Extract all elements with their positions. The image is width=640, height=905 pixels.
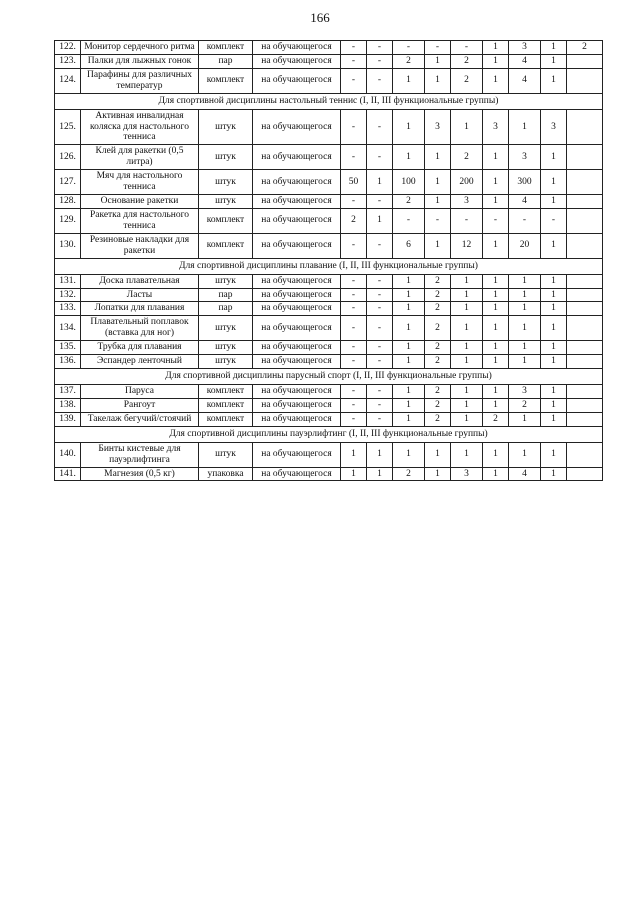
qty-cell: 1 — [541, 41, 567, 55]
qty-cell: - — [341, 341, 367, 355]
qty-cell: 3 — [509, 384, 541, 398]
table-row — [55, 288, 603, 302]
qty-cell: - — [367, 341, 393, 355]
qty-cell: 1 — [393, 274, 425, 288]
section-header — [55, 258, 603, 274]
table-row — [55, 274, 603, 288]
qty-cell: 1 — [425, 233, 451, 258]
qty-cell: 1 — [393, 341, 425, 355]
table-row — [55, 145, 603, 170]
qty-cell: 300 — [509, 170, 541, 195]
qty-cell: 1 — [483, 195, 509, 209]
unit-of-measure: пар — [199, 302, 253, 316]
qty-cell — [567, 233, 603, 258]
item-name: Ласты — [81, 288, 199, 302]
qty-cell: 1 — [425, 170, 451, 195]
qty-cell: - — [341, 274, 367, 288]
section-header — [55, 369, 603, 385]
qty-cell — [567, 109, 603, 145]
qty-cell: - — [541, 208, 567, 233]
table-row — [55, 341, 603, 355]
qty-cell: 1 — [541, 412, 567, 426]
qty-cell: 2 — [393, 54, 425, 68]
qty-cell: 1 — [451, 316, 483, 341]
allocation: на обучающегося — [253, 195, 341, 209]
qty-cell: 3 — [483, 109, 509, 145]
qty-cell: 1 — [509, 274, 541, 288]
qty-cell: 2 — [425, 355, 451, 369]
qty-cell: - — [341, 412, 367, 426]
qty-cell: 1 — [541, 384, 567, 398]
table-row — [55, 54, 603, 68]
qty-cell: - — [367, 384, 393, 398]
item-name: Плавательный поплавок (вставка для ног) — [81, 316, 199, 341]
allocation: на обучающегося — [253, 467, 341, 481]
qty-cell — [567, 316, 603, 341]
unit-of-measure: штук — [199, 109, 253, 145]
qty-cell: 1 — [541, 302, 567, 316]
qty-cell: 2 — [425, 384, 451, 398]
row-number: 129. — [55, 208, 81, 233]
qty-cell: 1 — [483, 302, 509, 316]
allocation: на обучающегося — [253, 341, 341, 355]
qty-cell: - — [367, 412, 393, 426]
qty-cell: 2 — [425, 398, 451, 412]
qty-cell: 1 — [509, 109, 541, 145]
row-number: 127. — [55, 170, 81, 195]
row-number: 122. — [55, 41, 81, 55]
unit-of-measure: штук — [199, 170, 253, 195]
qty-cell: 1 — [451, 109, 483, 145]
qty-cell: - — [367, 233, 393, 258]
row-number: 132. — [55, 288, 81, 302]
row-number: 135. — [55, 341, 81, 355]
allocation: на обучающегося — [253, 302, 341, 316]
qty-cell: 3 — [509, 41, 541, 55]
allocation: на обучающегося — [253, 384, 341, 398]
row-number: 141. — [55, 467, 81, 481]
table-row — [55, 208, 603, 233]
allocation: на обучающегося — [253, 316, 341, 341]
qty-cell: 1 — [483, 288, 509, 302]
qty-cell: - — [367, 68, 393, 93]
qty-cell: 1 — [451, 442, 483, 467]
allocation: на обучающегося — [253, 41, 341, 55]
unit-of-measure: штук — [199, 442, 253, 467]
qty-cell: 1 — [367, 467, 393, 481]
row-number: 139. — [55, 412, 81, 426]
qty-cell: 1 — [541, 195, 567, 209]
item-name: Эспандер ленточный — [81, 355, 199, 369]
qty-cell: 1 — [393, 355, 425, 369]
allocation: на обучающегося — [253, 355, 341, 369]
row-number: 138. — [55, 398, 81, 412]
table-row — [55, 68, 603, 93]
qty-cell — [567, 208, 603, 233]
qty-cell: - — [341, 233, 367, 258]
qty-cell: 4 — [509, 467, 541, 481]
qty-cell: 1 — [451, 398, 483, 412]
table-row — [55, 233, 603, 258]
qty-cell — [567, 145, 603, 170]
qty-cell: - — [451, 41, 483, 55]
qty-cell: 1 — [483, 341, 509, 355]
allocation: на обучающегося — [253, 398, 341, 412]
qty-cell: 2 — [451, 145, 483, 170]
qty-cell: 1 — [425, 442, 451, 467]
qty-cell: - — [367, 274, 393, 288]
qty-cell: 1 — [425, 54, 451, 68]
qty-cell: 2 — [341, 208, 367, 233]
qty-cell: - — [393, 41, 425, 55]
qty-cell: 1 — [393, 145, 425, 170]
qty-cell: 1 — [509, 442, 541, 467]
qty-cell: 2 — [393, 195, 425, 209]
qty-cell — [567, 170, 603, 195]
qty-cell — [567, 302, 603, 316]
qty-cell: 2 — [425, 288, 451, 302]
qty-cell — [567, 398, 603, 412]
qty-cell — [567, 195, 603, 209]
qty-cell: 1 — [509, 302, 541, 316]
table-row — [55, 195, 603, 209]
qty-cell: 200 — [451, 170, 483, 195]
qty-cell: - — [367, 145, 393, 170]
qty-cell: - — [341, 288, 367, 302]
qty-cell: 1 — [483, 145, 509, 170]
qty-cell: 1 — [509, 355, 541, 369]
qty-cell: - — [341, 195, 367, 209]
allocation: на обучающегося — [253, 208, 341, 233]
qty-cell: - — [341, 384, 367, 398]
item-name: Ракетка для настольного тенниса — [81, 208, 199, 233]
item-name: Клей для ракетки (0,5 литра) — [81, 145, 199, 170]
qty-cell: - — [341, 41, 367, 55]
qty-cell: 1 — [393, 384, 425, 398]
qty-cell: 4 — [509, 195, 541, 209]
qty-cell: 3 — [451, 195, 483, 209]
qty-cell: - — [367, 302, 393, 316]
qty-cell: 1 — [541, 442, 567, 467]
allocation: на обучающегося — [253, 68, 341, 93]
qty-cell: 1 — [541, 341, 567, 355]
row-number: 136. — [55, 355, 81, 369]
qty-cell: 1 — [509, 288, 541, 302]
unit-of-measure: комплект — [199, 412, 253, 426]
qty-cell: 4 — [509, 68, 541, 93]
qty-cell: 2 — [425, 302, 451, 316]
item-name: Резиновые накладки для ракетки — [81, 233, 199, 258]
qty-cell: 1 — [541, 54, 567, 68]
qty-cell: - — [425, 41, 451, 55]
unit-of-measure: комплект — [199, 41, 253, 55]
section-header — [55, 93, 603, 109]
qty-cell: - — [341, 355, 367, 369]
qty-cell — [567, 68, 603, 93]
allocation: на обучающегося — [253, 54, 341, 68]
qty-cell: 1 — [541, 398, 567, 412]
qty-cell: - — [367, 398, 393, 412]
qty-cell: 1 — [341, 442, 367, 467]
table-row — [55, 467, 603, 481]
qty-cell: - — [341, 145, 367, 170]
qty-cell: 1 — [483, 316, 509, 341]
qty-cell: 4 — [509, 54, 541, 68]
qty-cell: 2 — [393, 467, 425, 481]
qty-cell: 1 — [541, 274, 567, 288]
row-number: 123. — [55, 54, 81, 68]
table-row — [55, 109, 603, 145]
qty-cell: - — [341, 316, 367, 341]
qty-cell: 2 — [425, 316, 451, 341]
table-row — [55, 355, 603, 369]
qty-cell: 1 — [509, 341, 541, 355]
qty-cell: - — [393, 208, 425, 233]
section-title: Для спортивной дисциплины пауэрлифтинг (I, II, III функциональные группы) — [55, 426, 603, 442]
qty-cell: - — [367, 195, 393, 209]
qty-cell: 50 — [341, 170, 367, 195]
qty-cell — [567, 467, 603, 481]
qty-cell: 1 — [393, 68, 425, 93]
qty-cell: 2 — [451, 68, 483, 93]
qty-cell: 1 — [425, 145, 451, 170]
qty-cell: 1 — [483, 170, 509, 195]
qty-cell: 1 — [393, 109, 425, 145]
item-name: Паруса — [81, 384, 199, 398]
table-row — [55, 316, 603, 341]
item-name: Лопатки для плавания — [81, 302, 199, 316]
qty-cell: 1 — [483, 274, 509, 288]
section-title: Для спортивной дисциплины парусный спорт (I, II, III функциональные группы) — [55, 369, 603, 385]
item-name: Трубка для плавания — [81, 341, 199, 355]
item-name: Мяч для настольного тенниса — [81, 170, 199, 195]
unit-of-measure: штук — [199, 145, 253, 170]
row-number: 126. — [55, 145, 81, 170]
qty-cell: - — [341, 54, 367, 68]
qty-cell: - — [341, 68, 367, 93]
item-name: Бинты кистевые для пауэрлифтинга — [81, 442, 199, 467]
qty-cell: - — [367, 288, 393, 302]
qty-cell — [567, 288, 603, 302]
qty-cell: 2 — [425, 274, 451, 288]
allocation: на обучающегося — [253, 412, 341, 426]
row-number: 137. — [55, 384, 81, 398]
allocation: на обучающегося — [253, 145, 341, 170]
item-name: Монитор сердечного ритма — [81, 41, 199, 55]
row-number: 134. — [55, 316, 81, 341]
row-number: 128. — [55, 195, 81, 209]
qty-cell: - — [367, 316, 393, 341]
qty-cell: 20 — [509, 233, 541, 258]
unit-of-measure: штук — [199, 274, 253, 288]
qty-cell: 1 — [541, 68, 567, 93]
unit-of-measure: комплект — [199, 233, 253, 258]
item-name: Активная инвалидная коляска для настольного тенниса — [81, 109, 199, 145]
qty-cell: 1 — [483, 54, 509, 68]
allocation: на обучающегося — [253, 288, 341, 302]
row-number: 130. — [55, 233, 81, 258]
qty-cell: 1 — [541, 170, 567, 195]
item-name: Доска плавательная — [81, 274, 199, 288]
qty-cell: 1 — [425, 467, 451, 481]
qty-cell: 1 — [393, 302, 425, 316]
unit-of-measure: штук — [199, 195, 253, 209]
qty-cell: 1 — [393, 398, 425, 412]
row-number: 124. — [55, 68, 81, 93]
qty-cell: 100 — [393, 170, 425, 195]
qty-cell: 3 — [451, 467, 483, 481]
qty-cell — [567, 412, 603, 426]
row-number: 140. — [55, 442, 81, 467]
qty-cell: - — [367, 355, 393, 369]
qty-cell: - — [341, 302, 367, 316]
qty-cell — [567, 274, 603, 288]
allocation: на обучающегося — [253, 170, 341, 195]
qty-cell — [567, 442, 603, 467]
qty-cell: 1 — [393, 316, 425, 341]
qty-cell: - — [367, 41, 393, 55]
qty-cell: 2 — [425, 341, 451, 355]
equipment-table — [54, 40, 603, 481]
table-row — [55, 170, 603, 195]
qty-cell: 1 — [393, 288, 425, 302]
table-row — [55, 412, 603, 426]
unit-of-measure: штук — [199, 355, 253, 369]
unit-of-measure: комплект — [199, 398, 253, 412]
unit-of-measure: штук — [199, 341, 253, 355]
qty-cell: 1 — [483, 233, 509, 258]
qty-cell: - — [509, 208, 541, 233]
qty-cell: 3 — [509, 145, 541, 170]
table-row — [55, 302, 603, 316]
row-number: 131. — [55, 274, 81, 288]
qty-cell — [567, 355, 603, 369]
qty-cell: 1 — [367, 442, 393, 467]
section-header — [55, 426, 603, 442]
qty-cell: 1 — [509, 412, 541, 426]
qty-cell: 1 — [393, 412, 425, 426]
qty-cell: 1 — [541, 233, 567, 258]
qty-cell: - — [367, 109, 393, 145]
row-number: 125. — [55, 109, 81, 145]
allocation: на обучающегося — [253, 274, 341, 288]
table-row — [55, 398, 603, 412]
unit-of-measure: штук — [199, 316, 253, 341]
qty-cell: 1 — [451, 384, 483, 398]
qty-cell: 1 — [483, 384, 509, 398]
qty-cell: 1 — [367, 170, 393, 195]
qty-cell: 6 — [393, 233, 425, 258]
section-title: Для спортивной дисциплины плавание (I, II, III функциональные группы) — [55, 258, 603, 274]
qty-cell: - — [341, 398, 367, 412]
qty-cell: 1 — [451, 302, 483, 316]
unit-of-measure: комплект — [199, 384, 253, 398]
table-row — [55, 384, 603, 398]
qty-cell: 1 — [483, 398, 509, 412]
qty-cell: 2 — [567, 41, 603, 55]
qty-cell: 1 — [483, 467, 509, 481]
qty-cell: 1 — [393, 442, 425, 467]
unit-of-measure: пар — [199, 54, 253, 68]
qty-cell: 1 — [541, 316, 567, 341]
unit-of-measure: комплект — [199, 68, 253, 93]
unit-of-measure: пар — [199, 288, 253, 302]
qty-cell: 2 — [483, 412, 509, 426]
section-title: Для спортивной дисциплины настольный теннис (I, II, III функциональные группы) — [55, 93, 603, 109]
qty-cell: 2 — [451, 54, 483, 68]
table-row — [55, 442, 603, 467]
allocation: на обучающегося — [253, 109, 341, 145]
qty-cell — [567, 341, 603, 355]
qty-cell: - — [451, 208, 483, 233]
qty-cell: - — [367, 54, 393, 68]
item-name: Магнезия (0,5 кг) — [81, 467, 199, 481]
qty-cell — [567, 384, 603, 398]
qty-cell: 3 — [425, 109, 451, 145]
qty-cell: 1 — [541, 288, 567, 302]
qty-cell: 1 — [367, 208, 393, 233]
qty-cell: 1 — [425, 68, 451, 93]
qty-cell — [567, 54, 603, 68]
item-name: Парафины для различных температур — [81, 68, 199, 93]
qty-cell: 1 — [451, 412, 483, 426]
qty-cell: 1 — [425, 195, 451, 209]
allocation: на обучающегося — [253, 442, 341, 467]
qty-cell: 1 — [341, 467, 367, 481]
qty-cell: - — [483, 208, 509, 233]
item-name: Такелаж бегучий/стоячий — [81, 412, 199, 426]
qty-cell: 1 — [483, 68, 509, 93]
qty-cell: 2 — [509, 398, 541, 412]
table-row — [55, 41, 603, 55]
qty-cell: 2 — [425, 412, 451, 426]
item-name: Основание ракетки — [81, 195, 199, 209]
item-name: Рангоут — [81, 398, 199, 412]
qty-cell: - — [425, 208, 451, 233]
unit-of-measure: комплект — [199, 208, 253, 233]
qty-cell: 1 — [483, 355, 509, 369]
page-number: 166 — [310, 10, 330, 25]
item-name: Палки для лыжных гонок — [81, 54, 199, 68]
allocation: на обучающегося — [253, 233, 341, 258]
qty-cell: 1 — [451, 355, 483, 369]
qty-cell: 1 — [509, 316, 541, 341]
qty-cell: 1 — [541, 145, 567, 170]
qty-cell: 1 — [541, 355, 567, 369]
qty-cell: 1 — [451, 288, 483, 302]
qty-cell: 1 — [541, 467, 567, 481]
qty-cell: 1 — [483, 442, 509, 467]
row-number: 133. — [55, 302, 81, 316]
qty-cell: - — [341, 109, 367, 145]
unit-of-measure: упаковка — [199, 467, 253, 481]
qty-cell: 1 — [451, 274, 483, 288]
qty-cell: 1 — [451, 341, 483, 355]
qty-cell: 12 — [451, 233, 483, 258]
qty-cell: 3 — [541, 109, 567, 145]
qty-cell: 1 — [483, 41, 509, 55]
